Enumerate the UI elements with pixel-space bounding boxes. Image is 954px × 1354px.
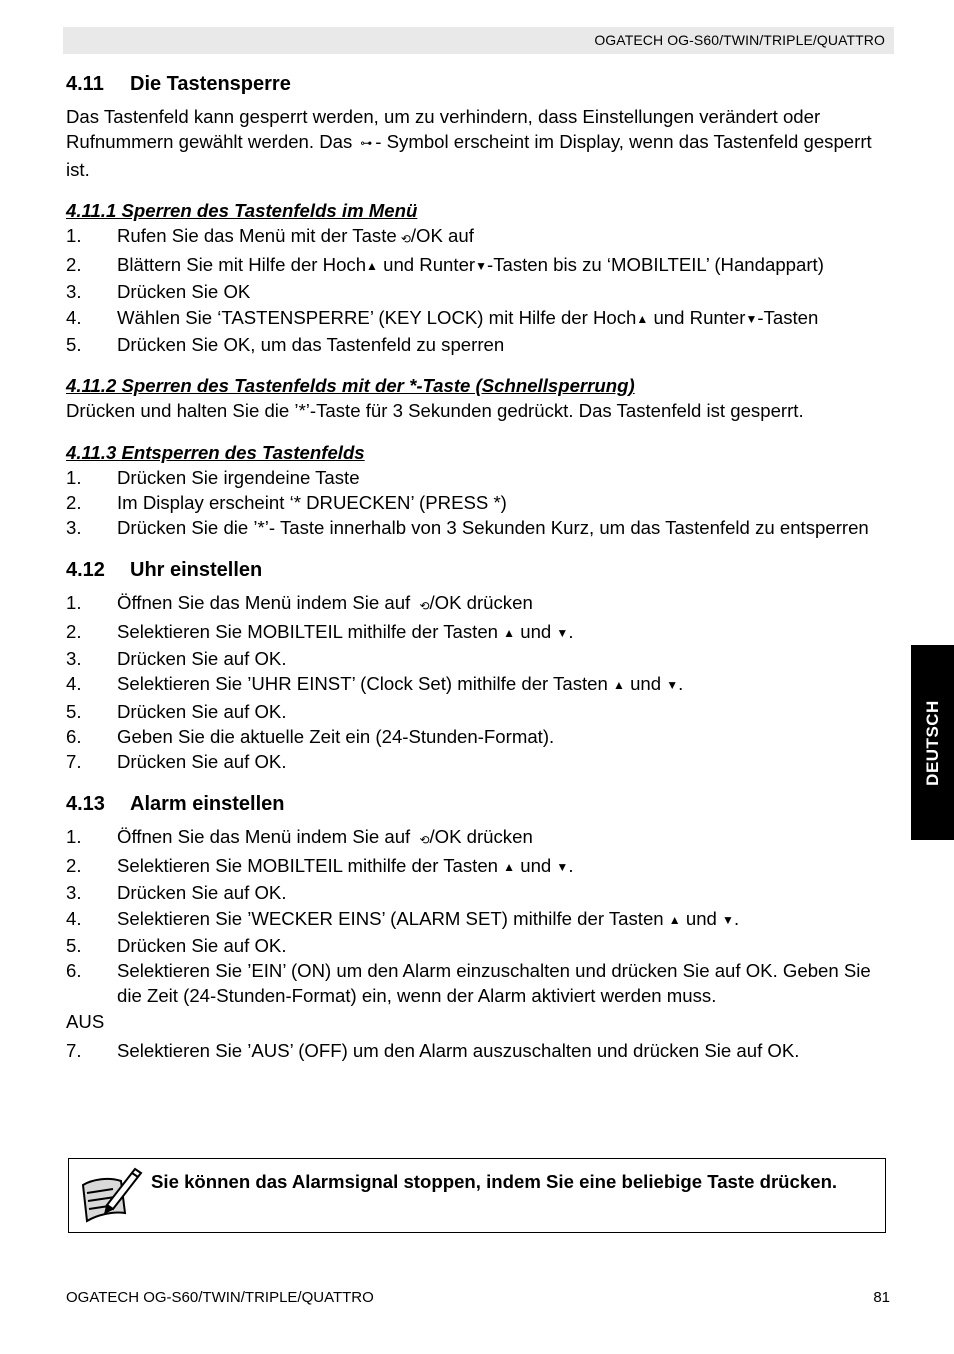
list-item bbox=[66, 646, 896, 671]
page-number: 81 bbox=[873, 1289, 890, 1306]
list-item bbox=[66, 223, 896, 252]
step-text: Selektieren Sie ’WECKER EINS’ (ALARM SET) mithilfe der Tasten bbox=[117, 907, 669, 929]
step-number: 7. bbox=[66, 751, 82, 773]
section-title: Uhr einstellen bbox=[130, 558, 263, 581]
step-text: Selektieren Sie ’EIN’ (ON) um den Alarm einzuschalten und drücken Sie auf OK. Geben Sie die Zeit (24-Stunden-Format) ein, wenn der Alarm aktiviert werden muss. bbox=[117, 960, 871, 1007]
list-item bbox=[66, 332, 896, 357]
section-number: 4.11 bbox=[66, 73, 104, 95]
step-number: 2. bbox=[66, 491, 82, 513]
step-text: Selektieren Sie ’AUS’ (OFF) um den Alarm auszuschalten und drücken Sie auf OK. bbox=[117, 1040, 800, 1062]
list-item bbox=[66, 1038, 896, 1063]
step-number: 3. bbox=[66, 517, 82, 539]
step-number: 1. bbox=[66, 466, 82, 488]
step-text: -Tasten bbox=[757, 306, 819, 328]
down-arrow-icon: ▼ bbox=[666, 678, 679, 693]
down-arrow-icon: ▼ bbox=[745, 311, 758, 326]
step-number: 1. bbox=[66, 224, 82, 246]
step-text: Öffnen Sie das Menü indem Sie auf bbox=[117, 591, 416, 613]
step-text: Blättern Sie mit Hilfe der Hoch bbox=[117, 254, 367, 276]
subsection-title: 4.11.3 Entsperren des Tastenfelds bbox=[66, 441, 365, 463]
list-item bbox=[66, 465, 896, 490]
step-text: Öffnen Sie das Menü indem Sie auf bbox=[117, 825, 416, 847]
step-list bbox=[66, 223, 896, 357]
intro-text-b: - Symbol erscheint im Display, wenn das Tastenfeld gesperrt ist. bbox=[66, 131, 872, 180]
down-arrow-icon: ▼ bbox=[722, 912, 734, 927]
step-text: Selektieren Sie MOBILTEIL mithilfe der Tasten bbox=[117, 620, 504, 642]
section-title: Alarm einstellen bbox=[130, 792, 285, 815]
step-list bbox=[66, 1038, 896, 1063]
step-text: und bbox=[624, 673, 667, 695]
list-item bbox=[66, 958, 896, 1009]
list-item bbox=[66, 252, 896, 279]
step-text: und bbox=[515, 620, 557, 642]
step-number: 2. bbox=[66, 620, 82, 642]
step-number: 6. bbox=[66, 960, 82, 982]
list-item bbox=[66, 880, 896, 905]
aus-label: AUS bbox=[66, 1010, 105, 1032]
subsection-title: 4.11.1 Sperren des Tastenfelds im Menü bbox=[66, 199, 418, 221]
list-item bbox=[66, 724, 896, 749]
language-label: DEUTSCH bbox=[922, 699, 942, 786]
step-number: 4. bbox=[66, 306, 82, 328]
step-text: Drücken Sie auf OK. bbox=[117, 934, 287, 956]
step-number: 2. bbox=[66, 854, 82, 876]
section-intro bbox=[66, 104, 896, 182]
down-arrow-icon: ▼ bbox=[556, 859, 569, 874]
section-heading-4-13 bbox=[66, 790, 896, 818]
down-arrow-icon: ▼ bbox=[475, 259, 487, 274]
list-item bbox=[66, 305, 896, 332]
step-text: und bbox=[680, 907, 723, 929]
key-lock-icon: ⊶ bbox=[360, 136, 373, 151]
down-arrow-icon: ▼ bbox=[556, 625, 569, 640]
step-text: . bbox=[568, 854, 574, 876]
step-text: Wählen Sie ‘TASTENSPERRE’ (KEY LOCK) mit Hilfe der Hoch bbox=[117, 306, 637, 328]
step-text: . bbox=[568, 620, 574, 642]
step-number: 3. bbox=[66, 648, 82, 670]
step-number: 2. bbox=[66, 254, 82, 276]
menu-ok-icon: ⟲ bbox=[400, 231, 411, 246]
footer-title: OGATECH OG-S60/TWIN/TRIPLE/QUATTRO bbox=[66, 1289, 374, 1306]
section-heading-4-11 bbox=[66, 70, 896, 98]
step-text: und Runter bbox=[377, 254, 476, 276]
step-number: 3. bbox=[66, 281, 82, 303]
list-item bbox=[66, 515, 896, 540]
step-text: Drücken Sie die ’*’- Taste innerhalb von 3 Sekunden Kurz, um das Tastenfeld zu entsperren bbox=[117, 517, 869, 539]
step-number: 3. bbox=[66, 882, 82, 904]
up-arrow-icon: ▲ bbox=[613, 678, 625, 693]
intro-text-a: Das Tastenfeld kann gesperrt werden, um zu verhindern, dass Einstellungen verändert oder Rufnummern gewählt werden. Das bbox=[66, 106, 821, 153]
section-number: 4.13 bbox=[66, 792, 105, 815]
step-list bbox=[66, 465, 896, 541]
up-arrow-icon: ▲ bbox=[636, 311, 649, 326]
list-item bbox=[66, 933, 896, 958]
step-text: Selektieren Sie ’UHR EINST’ (Clock Set) mithilfe der Tasten bbox=[117, 673, 614, 695]
up-arrow-icon: ▲ bbox=[503, 625, 516, 640]
step-number: 6. bbox=[66, 726, 82, 748]
step-text: Im Display erscheint ‘* DRUECKEN’ (PRESS *) bbox=[117, 491, 507, 513]
list-item bbox=[66, 279, 896, 304]
notepad-pencil-icon bbox=[77, 1163, 143, 1229]
menu-ok-icon: ⟲ bbox=[419, 598, 430, 613]
step-number: 5. bbox=[66, 934, 82, 956]
list-item bbox=[66, 671, 896, 698]
language-side-tab bbox=[911, 645, 954, 840]
list-item bbox=[66, 749, 896, 774]
step-number: 5. bbox=[66, 700, 82, 722]
step-number: 1. bbox=[66, 825, 82, 847]
step-text: Drücken Sie auf OK. bbox=[117, 751, 287, 773]
step-text: /OK auf bbox=[410, 224, 474, 246]
step-text: /OK drücken bbox=[429, 825, 533, 847]
paragraph: Drücken und halten Sie die ’*’-Taste für 3 Sekunden gedrückt. Das Tastenfeld ist gesperrt. bbox=[66, 400, 804, 422]
step-text: und bbox=[515, 854, 557, 876]
step-text: Drücken Sie auf OK. bbox=[117, 648, 287, 670]
step-text: Selektieren Sie MOBILTEIL mithilfe der Tasten bbox=[117, 854, 504, 876]
step-text: . bbox=[678, 673, 684, 695]
step-text: Drücken Sie auf OK. bbox=[117, 700, 287, 722]
header-title: OGATECH OG-S60/TWIN/TRIPLE/QUATTRO bbox=[594, 32, 885, 48]
page-content bbox=[66, 70, 896, 1063]
step-number: 1. bbox=[66, 591, 82, 613]
step-text: Drücken Sie OK, um das Tastenfeld zu sperren bbox=[117, 334, 505, 356]
step-text: Drücken Sie irgendeine Taste bbox=[117, 466, 360, 488]
step-text: . bbox=[733, 907, 740, 929]
step-text: /OK drücken bbox=[429, 591, 533, 613]
up-arrow-icon: ▲ bbox=[503, 859, 516, 874]
step-text: Geben Sie die aktuelle Zeit ein (24-Stunden-Format). bbox=[117, 726, 555, 748]
list-item bbox=[66, 906, 896, 933]
up-arrow-icon: ▲ bbox=[366, 259, 378, 274]
step-list bbox=[66, 590, 896, 775]
step-number: 4. bbox=[66, 673, 82, 695]
step-text: Drücken Sie OK bbox=[117, 281, 251, 303]
step-list bbox=[66, 824, 896, 1009]
section-heading-4-12 bbox=[66, 556, 896, 584]
section-number: 4.12 bbox=[66, 558, 105, 581]
list-item bbox=[66, 699, 896, 724]
list-item bbox=[66, 490, 896, 515]
list-item bbox=[66, 853, 896, 880]
list-item bbox=[66, 619, 896, 646]
list-item bbox=[66, 824, 896, 853]
section-title: Die Tastensperre bbox=[130, 73, 291, 95]
subsection-title: 4.11.2 Sperren des Tastenfelds mit der *-Taste (Schnellsperrung) bbox=[66, 375, 635, 397]
list-item bbox=[66, 590, 896, 619]
step-text: -Tasten bis zu ‘MOBILTEIL’ (Handappart) bbox=[487, 254, 824, 276]
step-text: und Runter bbox=[648, 306, 746, 328]
step-number: 7. bbox=[66, 1040, 82, 1062]
note-text: Sie können das Alarmsignal stoppen, indem Sie eine beliebige Taste drücken. bbox=[151, 1171, 838, 1192]
step-number: 4. bbox=[66, 907, 82, 929]
note-box bbox=[68, 1158, 886, 1233]
step-text: Rufen Sie das Menü mit der Taste bbox=[117, 224, 397, 246]
step-text: Drücken Sie auf OK. bbox=[117, 882, 287, 904]
menu-ok-icon: ⟲ bbox=[419, 832, 430, 847]
up-arrow-icon: ▲ bbox=[668, 912, 681, 927]
header-bar bbox=[63, 27, 894, 54]
step-number: 5. bbox=[66, 334, 82, 356]
